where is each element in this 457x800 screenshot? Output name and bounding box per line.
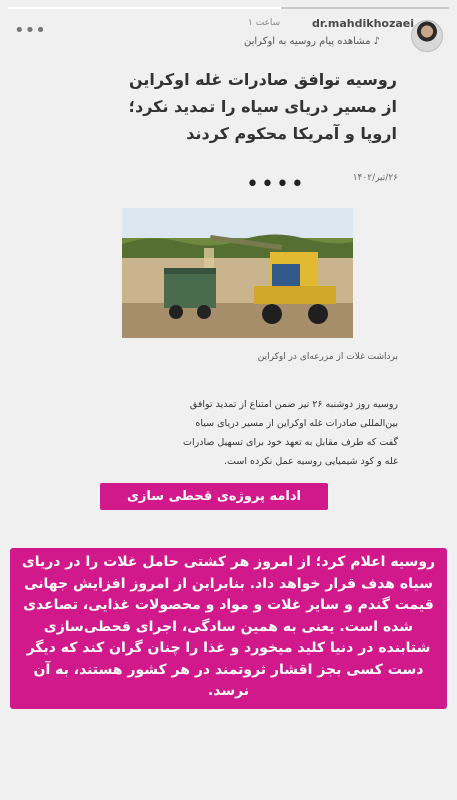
avatar[interactable] bbox=[411, 20, 443, 52]
harvest-photo-illustration bbox=[122, 208, 353, 338]
music-note-icon: ♪ bbox=[373, 36, 380, 47]
story-progress-fill bbox=[8, 7, 281, 9]
story-music-label-row[interactable] bbox=[244, 36, 380, 47]
more-options-icon[interactable]: ••• bbox=[14, 20, 46, 41]
article-body-text: روسیه روز دوشنبه ۲۶ تیر ضمن امتناع از تمدید توافق بین‌المللی صادرات غله اوکراین از مسیر دریای سیاه گفت که طرف مقابل به تعهد خود برای تسهیل صادرات غله و کود شیمیایی روسیه عمل نکرده است. bbox=[183, 399, 398, 467]
article-menu-dots: •••• bbox=[246, 172, 306, 197]
photo-caption: برداشت غلات از مزرعه‌ای در اوکراین bbox=[257, 352, 398, 362]
article-headline: روسیه توافق صادرات غله اوکراین از مسیر دریای سیاه را تمدید نکرد؛ اروپا و آمریکا محکوم کردند bbox=[128, 70, 397, 143]
story-music-label: مشاهده پیام روسیه به اوکراین bbox=[244, 36, 371, 47]
story-progress-bar bbox=[8, 7, 449, 9]
story-timestamp: ۱ ساعت bbox=[248, 18, 281, 28]
story-header bbox=[0, 14, 457, 54]
story-username[interactable]: dr.mahdikhozaei bbox=[312, 17, 415, 30]
article-date: ۲۶/تیر/۱۴۰۲ bbox=[352, 173, 398, 183]
article-photo-harvest bbox=[122, 208, 353, 338]
overlay-banner-small: ادامه پروژه‌ی قحطی سازی bbox=[100, 483, 328, 510]
overlay-banner-large: روسیه اعلام کرد؛ از امروز هر کشتی حامل غلات را در دریای سیاه هدف قرار خواهد داد. بنابراین از امروز افزایش جهانی قیمت گندم و سایر غلات و مواد و محصولات غذایی، تصاعدی شده است. یعنی به همین سادگی، اجرای قحطی‌سازی شتابنده در دنیا کلید میخورد و غذا را چنان گران کند که دیگر دست کسی بجز اقشار ثروتمند در هر کشور هستند، به آن نرسد. bbox=[10, 548, 447, 709]
